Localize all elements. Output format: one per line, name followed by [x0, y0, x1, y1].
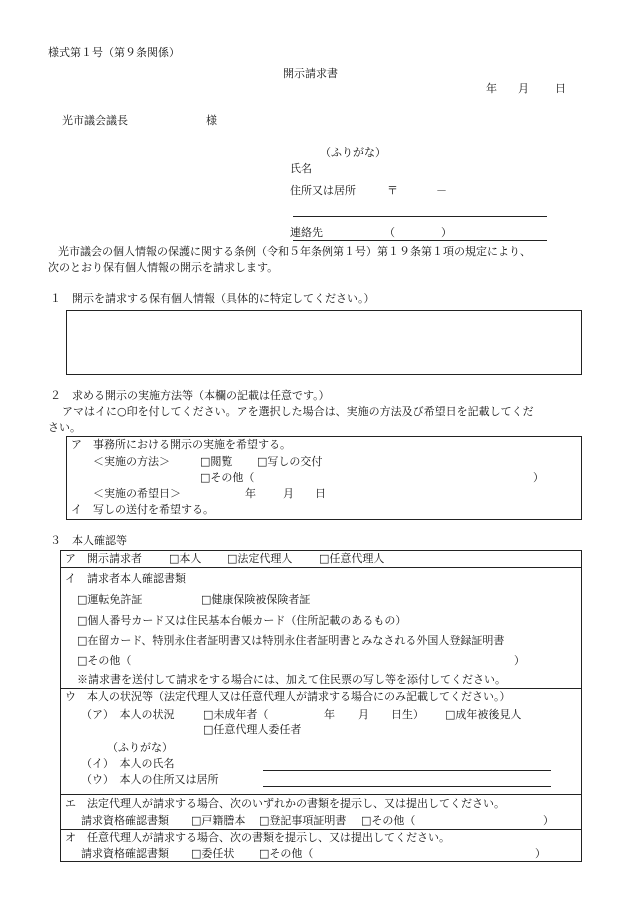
method-view-checkbox[interactable]: □閲覧	[200, 455, 233, 468]
voluntary-other-checkbox[interactable]: □その他（	[259, 847, 314, 860]
power-of-attorney-checkbox[interactable]: □委任状	[191, 847, 235, 860]
drivers-license-checkbox[interactable]: □運転免許証	[77, 593, 143, 606]
voluntary-agent-docs-label: オ 任意代理人が請求する場合、次の書類を提示し、又は提出してください。	[65, 831, 450, 844]
health-insurance-checkbox[interactable]: □健康保険被保険者証	[201, 593, 311, 606]
my-number-card-checkbox[interactable]: □個人番号カード又は住民基本台帳カード（住所記載のあるもの）	[77, 614, 407, 627]
principal-name-label: （イ） 本人の氏名	[81, 757, 175, 770]
birth-year-label: 年	[324, 708, 335, 721]
section3-number: ３	[50, 534, 61, 547]
requester-voluntary-agent-checkbox[interactable]: □任意代理人	[319, 552, 385, 565]
voluntary-other-close: ）	[535, 847, 546, 860]
row-divider	[61, 567, 581, 568]
form-number: 様式第１号（第９条関係）	[48, 46, 180, 59]
residence-card-checkbox[interactable]: □在留カード、特別永住者証明書又は特別永住者証明書とみなされる外国人登録証明書	[77, 634, 505, 647]
row-divider	[61, 794, 581, 795]
section3-title: 本人確認等	[72, 534, 127, 547]
date-day-label: 日	[555, 82, 566, 95]
date-month-label: 月	[518, 82, 529, 95]
voluntary-principal-checkbox[interactable]: □任意代理人委任者	[203, 723, 302, 736]
principal-address-underline	[263, 786, 551, 787]
principal-status-label: ウ 本人の状況等（法定代理人又は任意代理人が請求する場合にのみ記載してください。）	[65, 690, 511, 703]
principal-address-label: （ウ） 本人の住所又は居所	[81, 773, 219, 786]
section3-box	[60, 550, 582, 862]
contact-paren-open: （	[384, 226, 395, 239]
addressee-honorific: 様	[206, 114, 217, 127]
family-register-checkbox[interactable]: □戸籍謄本	[191, 814, 246, 827]
method-other-checkbox[interactable]: □その他（	[200, 471, 255, 484]
section1-title: 開示を請求する保有個人情報（具体的に特定してください。）	[72, 292, 375, 305]
preferred-date-month: 月	[283, 487, 294, 500]
applicant-furigana-label: （ふりがな）	[320, 146, 386, 159]
requester-legal-agent-checkbox[interactable]: □法定代理人	[227, 552, 293, 565]
adult-ward-checkbox[interactable]: □成年被後見人	[445, 708, 522, 721]
legal-agent-docs-label: エ 法定代理人が請求する場合、次のいずれかの書類を提示し、又は提出してください。	[65, 797, 505, 810]
birth-day-label: 日生）	[391, 708, 424, 721]
postal-mark: 〒	[387, 184, 398, 197]
intro-line-1: 光市議会の個人情報の保護に関する条例（令和５年条例第１号）第１９条第１項の規定により、	[58, 245, 531, 258]
applicant-name-label: 氏名	[290, 162, 312, 175]
row-divider	[61, 688, 581, 689]
principal-status-item: （ア） 本人の状況	[81, 708, 175, 721]
legal-other-close: ）	[543, 814, 554, 827]
method-label: ＜実施の方法＞	[93, 455, 170, 468]
principal-furigana-label: （ふりがな）	[107, 741, 173, 754]
date-year-label: 年	[486, 82, 497, 95]
addressee-name: 光市議会議長	[62, 114, 128, 127]
preferred-date-label: ＜実施の希望日＞	[93, 487, 181, 500]
section2-option-a[interactable]: ア 事務所における開示の実施を希望する。	[71, 438, 291, 451]
section1-input-box[interactable]	[66, 310, 582, 375]
contact-label: 連絡先	[290, 226, 323, 239]
id-other-checkbox[interactable]: □その他（	[77, 654, 132, 667]
principal-name-underline	[263, 770, 551, 771]
birth-month-label: 月	[358, 708, 369, 721]
requester-type-label: ア 開示請求者	[65, 552, 142, 565]
row-divider	[61, 829, 581, 830]
preferred-date-day: 日	[315, 487, 326, 500]
intro-line-2: 次のとおり保有個人情報の開示を請求します。	[48, 261, 279, 274]
form-title: 開示請求書	[283, 67, 338, 80]
section2-box	[66, 436, 582, 520]
contact-underline	[293, 240, 547, 241]
requester-self-checkbox[interactable]: □本人	[169, 552, 202, 565]
section2-note-1: アマはイに○印を付してください。アを選択した場合は、実施の方法及び希望日を記載してくだ	[62, 405, 534, 418]
section2-title: 求める開示の実施方法等（本欄の記載は任意です。）	[72, 389, 330, 402]
preferred-date-year: 年	[245, 487, 256, 500]
section1-number: １	[50, 292, 61, 305]
minor-checkbox[interactable]: □未成年者（	[203, 708, 269, 721]
applicant-address-label: 住所又は居所	[290, 184, 356, 197]
id-documents-label: イ 請求者本人確認書類	[65, 572, 186, 585]
section2-option-b[interactable]: イ 写しの送付を希望する。	[71, 503, 214, 516]
voluntary-agent-docs-heading: 請求資格確認書類	[81, 847, 169, 860]
registry-certificate-checkbox[interactable]: □登記事項証明書	[259, 814, 347, 827]
mail-request-note: ※請求書を送付して請求をする場合には、加えて住民票の写し等を添付してください。	[77, 673, 506, 686]
legal-agent-docs-heading: 請求資格確認書類	[81, 814, 169, 827]
address-underline	[293, 216, 547, 217]
legal-other-checkbox[interactable]: □その他（	[361, 814, 416, 827]
method-other-close: ）	[533, 471, 544, 484]
id-other-close: ）	[514, 654, 525, 667]
section2-number: ２	[50, 389, 61, 402]
section2-note-2: さい。	[48, 421, 81, 434]
contact-paren-close: ）	[441, 226, 452, 239]
postal-dash: －	[436, 184, 447, 197]
method-copy-checkbox[interactable]: □写しの交付	[257, 455, 323, 468]
